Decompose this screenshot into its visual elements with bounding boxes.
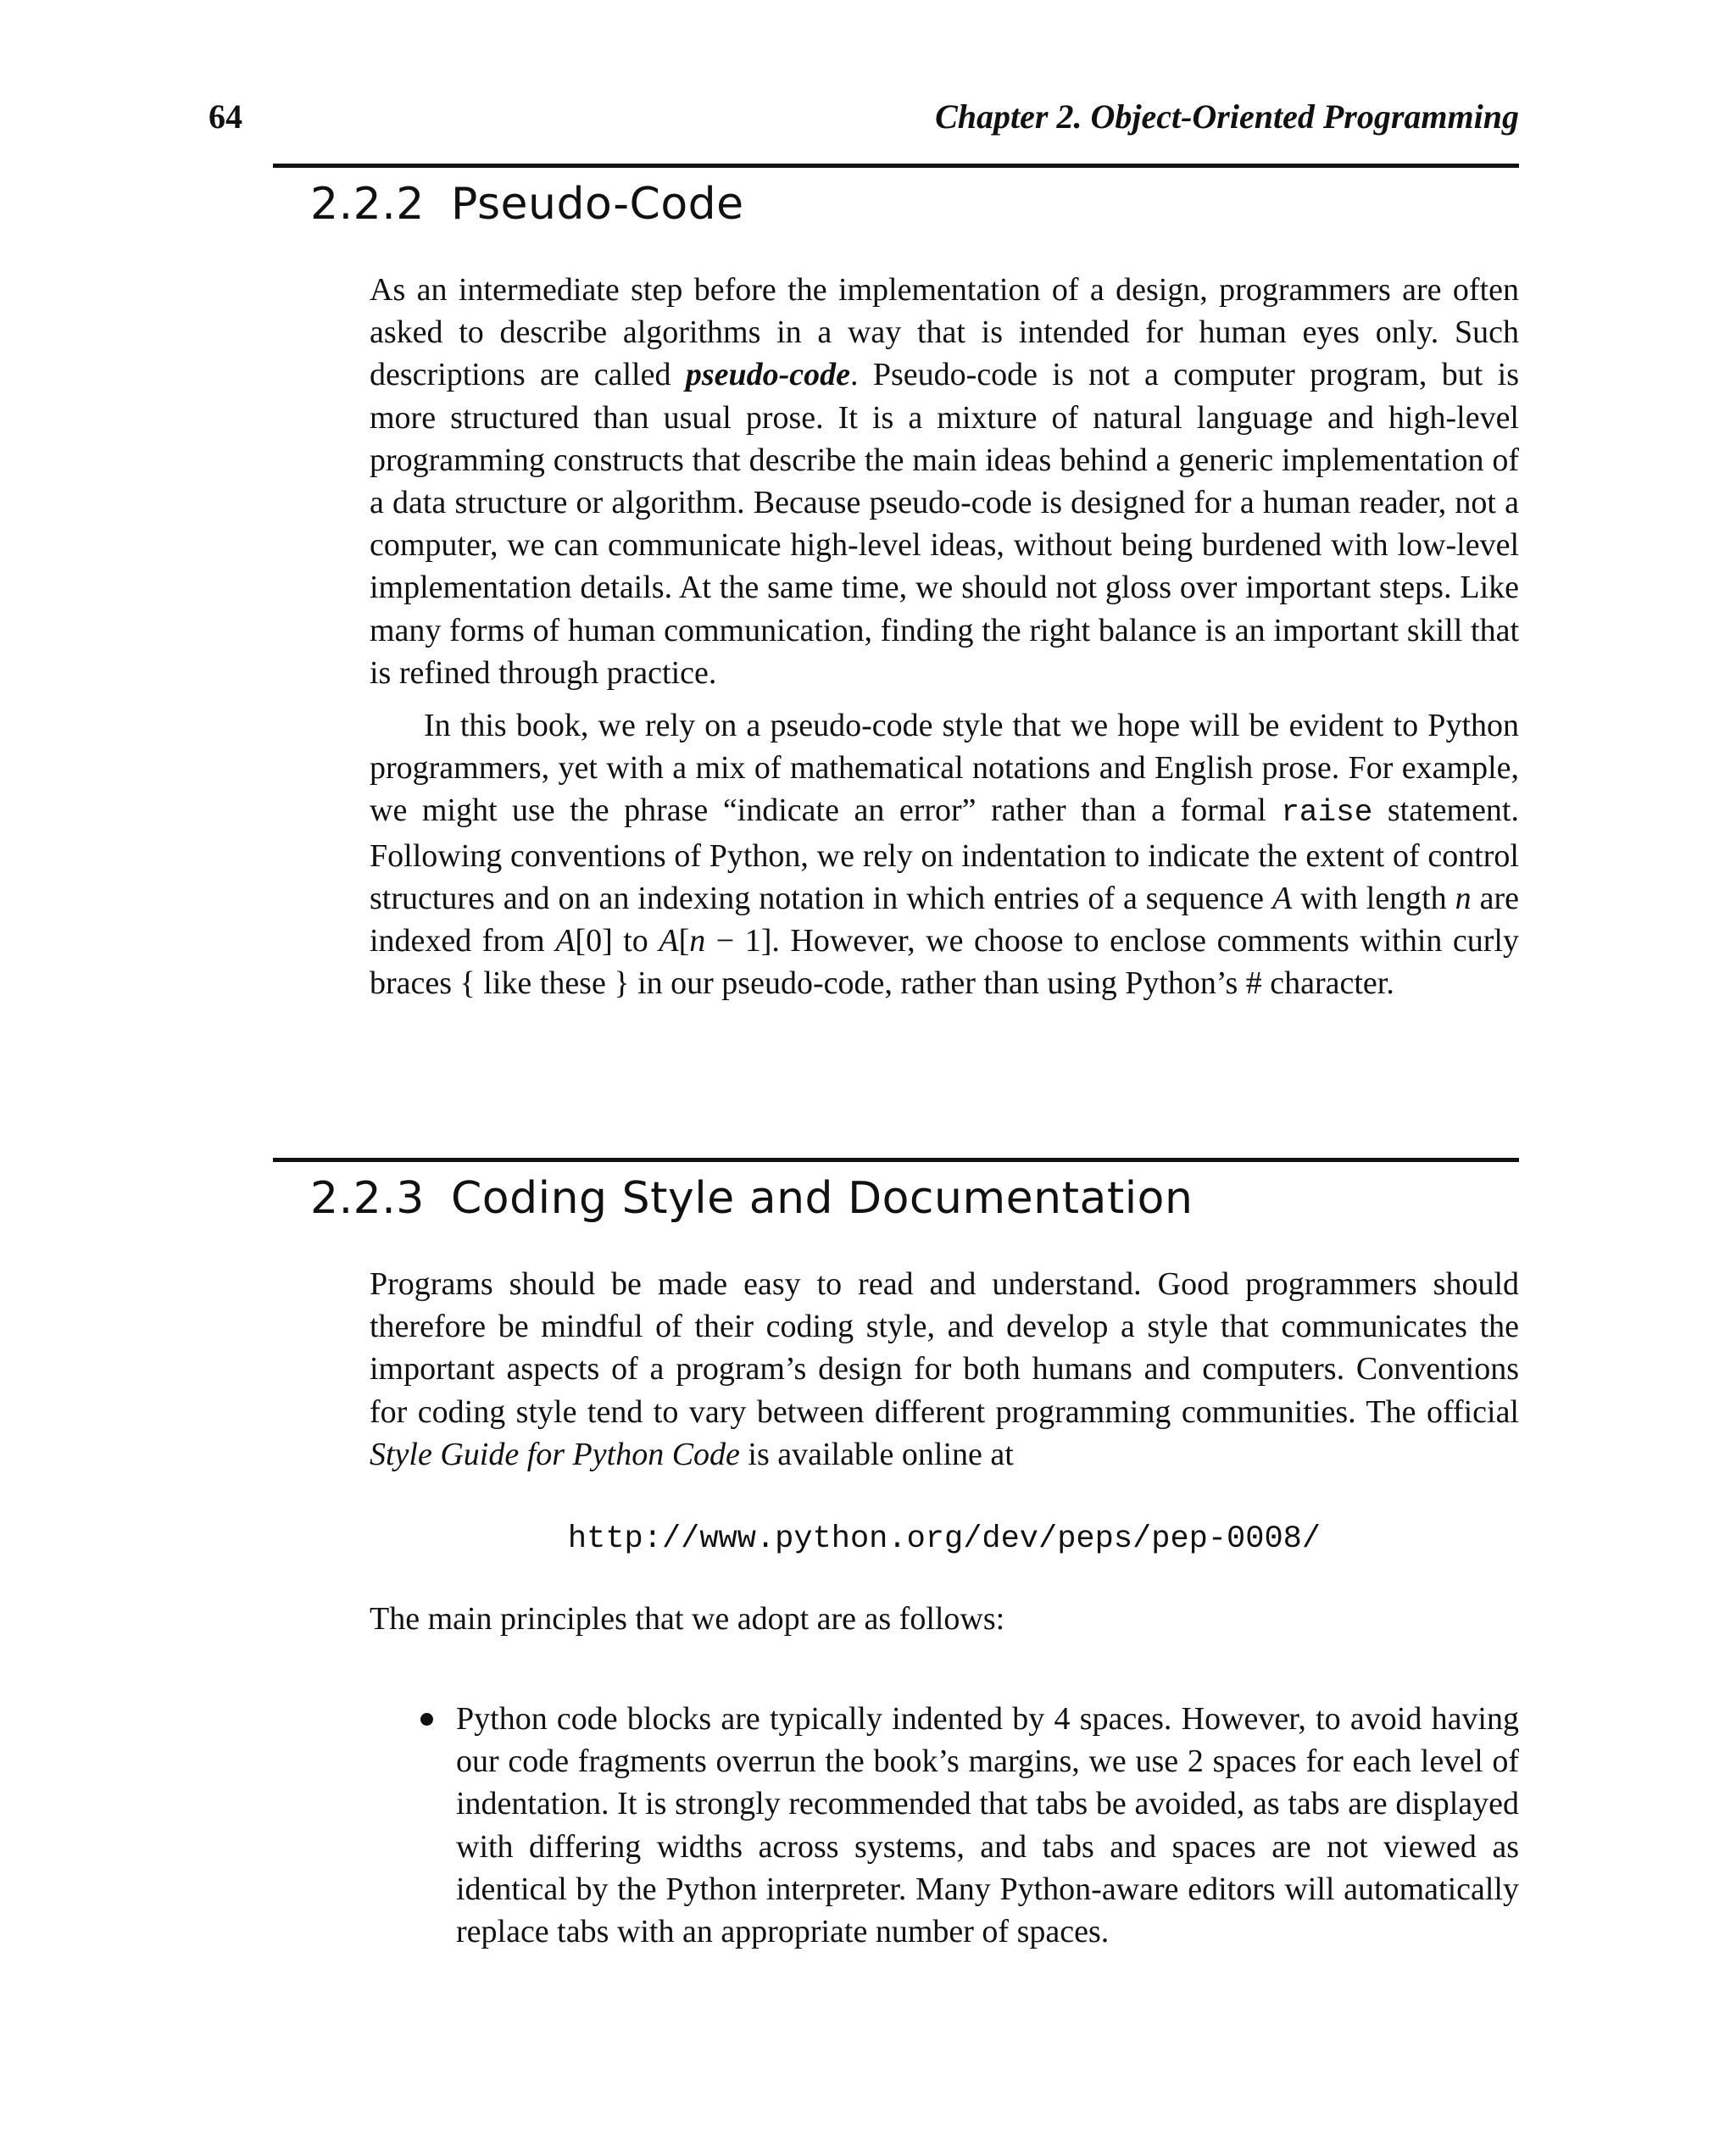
paragraph-text: . Pseudo-code is not a computer program, but is more structured than usual prose. It is a mixture of natural language and high-level programming constructs that describe the main ideas behind a generic implementation of a data structure or algorithm. Because pseudo-code is designed for a human reader, not a computer, we can communicate high-level ideas, without being burdened with low-level implementation details. At the same time, we should not gloss over important steps. Like many forms of human communication, finding the right balance is an important skill that is refined through practice. [370, 357, 1519, 691]
paragraph-pseudo-code-style [370, 704, 1519, 1004]
paragraph-coding-style [370, 1263, 1519, 1476]
principles-list [414, 1698, 1519, 1953]
paragraph-text: [0] to [575, 923, 659, 959]
list-item-text: Python code blocks are typically indented by 4 spaces. However, to avoid having our code fragments overrun the book’s margins, we use 2 spaces for each level of indentation. It is strongly recommended that tabs be avoided, as tabs are displayed with differing widths across systems, and tabs and spaces are not viewed as identical by the Python interpreter. Many Python-aware editors will automatically replace tabs with an appropriate number of spaces. [456, 1701, 1519, 1950]
inline-code: raise [1281, 795, 1373, 831]
section-number: 2.2.3 [310, 1173, 425, 1224]
section-number: 2.2.2 [310, 179, 425, 230]
defined-term: pseudo-code [685, 357, 851, 393]
paragraph-text: is available online at [739, 1436, 1014, 1472]
section-rule-top [273, 1158, 1519, 1162]
paragraph-text: Programs should be made easy to read and understand. Good programmers should therefore be mindful of their coding style, and develop a style that communicates the important aspects of a program’s design for both humans and computers. Conventions for coding style tend to vary between different programming communities. The official [370, 1266, 1519, 1430]
section-2-2-2-body [370, 269, 1519, 1004]
math-variable: A [1272, 880, 1293, 916]
running-head: Chapter 2. Object-Oriented Programming [935, 97, 1519, 136]
section-title: Pseudo-Code [451, 179, 744, 230]
section-heading-2-2-3 [310, 1173, 1194, 1224]
paragraph-text: − 1]. However, we choose to enclose comments within curly braces { like these } in our pseudo-code, rather than using Python’s # character. [370, 923, 1519, 1002]
paragraph-text: with length [1292, 880, 1455, 916]
section-2-2-3-principles-intro [370, 1598, 1519, 1640]
document-title: Style Guide for Python Code [370, 1436, 740, 1472]
section-heading-2-2-2 [310, 179, 744, 230]
list-item [414, 1698, 1519, 1953]
paragraph-principles-intro: The main principles that we adopt are as follows: [370, 1601, 1005, 1637]
bullet-icon [420, 1713, 433, 1726]
style-guide-url: http://www.python.org/dev/peps/pep-0008/ [567, 1521, 1321, 1557]
paragraph-text: are indexed from [370, 880, 1519, 959]
section-rule-top [273, 164, 1519, 168]
paragraph-text: In this book, we rely on a pseudo-code style that we hope will be evident to Python programmers, yet with a mix of mathematical notations and English prose. For example, we might use the phrase “indicate an error” rather than a formal [370, 708, 1519, 829]
page-number: 64 [209, 97, 242, 136]
paragraph-text: statement. Following conventions of Python, we rely on indentation to indicate the extent of control structures and on an indexing notation in which entries of a sequence [370, 792, 1519, 916]
math-variable: n [689, 923, 706, 959]
section-title: Coding Style and Documentation [451, 1173, 1194, 1224]
math-variable: A [555, 923, 576, 959]
paragraph-text: As an intermediate step before the implementation of a design, programmers are often asked to describe algorithms in a way that is intended for human eyes only. Such descriptions are called [370, 272, 1519, 393]
paragraph-text: [ [678, 923, 690, 959]
paragraph-pseudo-code-intro [370, 269, 1519, 694]
math-variable: n [1455, 880, 1472, 916]
section-2-2-3-intro [370, 1263, 1519, 1476]
math-variable: A [659, 923, 679, 959]
